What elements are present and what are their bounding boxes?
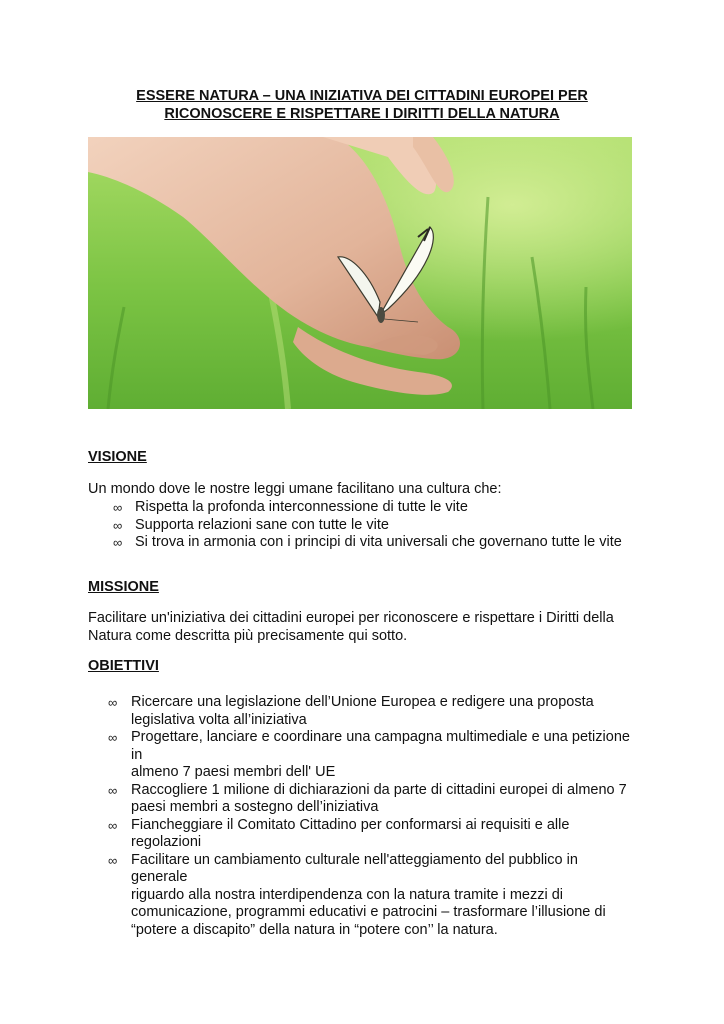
list-item: ∞ Raccogliere 1 milione di dichiarazioni da parte di cittadini europei di almeno 7 paesi membri a sostegno dell’iniziativa [108,781,627,815]
vision-heading: VISIONE [88,449,147,465]
infinity-bullet-icon: ∞ [108,782,118,798]
infinity-bullet-icon: ∞ [108,817,118,833]
title-line-1: ESSERE NATURA – UNA INIZIATIVA DEI CITTADINI EUROPEI PER [136,88,588,104]
infinity-bullet-icon: ∞ [108,695,118,710]
infinity-bullet-icon: ∞ [113,517,123,533]
goals-heading: OBIETTIVI [88,658,159,674]
vision-list [113,499,622,552]
infinity-bullet-icon: ∞ [113,500,123,515]
list-item: ∞ Progettare, lanciare e coordinare una campagna multimediale e una petizione in almeno 7 paesi membri dell' UE [108,729,630,780]
title-line-2: RICONOSCERE E RISPETTARE I DIRITTI DELLA NATURA [164,106,560,122]
list-item: ∞ Si trova in armonia con i principi di vita universali che governano tutte le vite [113,534,622,550]
list-item: ∞ Rispetta la profonda interconnessione di tutte le vite [113,499,468,515]
list-item: ∞ Ricercare una legislazione dell’Unione Europea e redigere una proposta legislativa volta all’iniziativa [108,694,594,728]
infinity-bullet-icon: ∞ [113,535,123,550]
mission-paragraph: Facilitare un'iniziativa dei cittadini europei per riconoscere e rispettare i Diritti della Natura come descritta più precisamente qui sotto. [88,610,614,644]
infinity-bullet-icon: ∞ [108,852,118,868]
hand-with-butterfly-photo [88,137,632,409]
document-title [88,87,636,123]
list-item: ∞ Fiancheggiare il Comitato Cittadino per conformarsi ai requisiti e alle regolazioni [108,816,570,850]
mission-heading: MISSIONE [88,579,159,595]
goals-list [108,694,638,939]
list-item: ∞ Facilitare un cambiamento culturale nell'atteggiamento del pubblico in generale riguardo alla nostra interdipendenza con la natura tramite i mezzi di comunicazione, programmi educativi e patrocini – trasformare l’illusione di “potere a discapito” della natura in “potere con’’ la natura. [108,851,606,938]
vision-intro: Un mondo dove le nostre leggi umane facilitano una cultura che: [88,481,502,497]
list-item: ∞ Supporta relazioni sane con tutte le vite [113,516,389,533]
infinity-bullet-icon: ∞ [108,730,118,745]
